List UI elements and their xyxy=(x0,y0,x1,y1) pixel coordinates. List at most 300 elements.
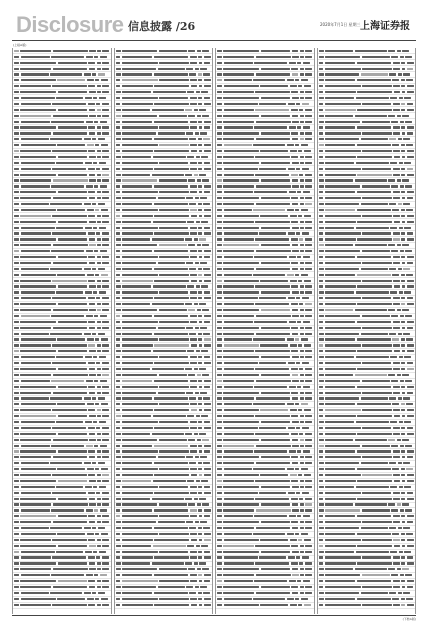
table-cell xyxy=(89,562,96,564)
table-cell xyxy=(217,415,222,417)
table-cell xyxy=(291,521,298,523)
table-cell xyxy=(96,168,100,170)
table-cell xyxy=(319,280,324,282)
table-cell xyxy=(217,215,222,217)
table-cell xyxy=(217,562,222,564)
masthead xyxy=(10,12,418,38)
table-cell xyxy=(89,392,96,394)
table-cell xyxy=(86,121,93,123)
table-cell xyxy=(319,551,324,553)
table-cell xyxy=(400,574,404,576)
table-cell xyxy=(51,250,84,252)
table-cell xyxy=(154,56,188,58)
table-cell xyxy=(300,568,304,570)
table-cell xyxy=(202,439,209,441)
table-cell xyxy=(153,221,186,223)
table-cell xyxy=(393,456,400,458)
table-cell xyxy=(116,562,121,564)
table-cell xyxy=(198,250,202,252)
table-cell xyxy=(319,574,324,576)
table-cell xyxy=(291,285,298,287)
table-cell xyxy=(392,598,399,600)
table-cell xyxy=(97,238,101,240)
table-cell xyxy=(97,197,101,199)
table-cell xyxy=(393,215,400,217)
table-cell xyxy=(20,285,56,287)
table-cell xyxy=(300,162,304,164)
table-cell xyxy=(391,185,398,187)
table-cell xyxy=(255,221,289,223)
table-cell xyxy=(154,445,188,447)
table-cell xyxy=(152,303,184,305)
table-cell xyxy=(217,79,222,81)
table-cell xyxy=(159,580,188,582)
table-cell xyxy=(325,439,353,441)
table-cell xyxy=(122,221,151,223)
table-cell xyxy=(319,521,324,523)
table-cell xyxy=(255,285,289,287)
table-cell xyxy=(88,62,95,64)
table-cell xyxy=(401,126,405,128)
table-cell xyxy=(217,109,222,111)
table-cell xyxy=(190,274,197,276)
table-cell xyxy=(100,509,107,511)
table-cell xyxy=(319,291,324,293)
table-cell xyxy=(407,450,414,452)
table-cell xyxy=(390,356,397,358)
table-cell xyxy=(204,103,211,105)
table-cell xyxy=(97,126,101,128)
table-cell xyxy=(53,586,88,588)
table-cell xyxy=(20,415,56,417)
table-cell xyxy=(20,386,56,388)
table-cell xyxy=(288,103,295,105)
table-cell xyxy=(94,574,98,576)
table-cell xyxy=(223,68,259,70)
table-cell xyxy=(202,568,209,570)
table-cell xyxy=(14,521,19,523)
table-cell xyxy=(393,297,400,299)
table-cell xyxy=(393,562,400,564)
table-cell xyxy=(97,439,101,441)
table-cell xyxy=(152,368,184,370)
table-cell xyxy=(259,297,286,299)
table-cell xyxy=(116,191,121,193)
table-cell xyxy=(88,450,95,452)
table-cell xyxy=(362,586,391,588)
table-cell xyxy=(189,397,196,399)
table-cell xyxy=(58,191,87,193)
table-cell xyxy=(407,480,414,482)
table-cell xyxy=(325,533,355,535)
table-cell xyxy=(325,468,355,470)
table-cell xyxy=(89,350,96,352)
table-cell xyxy=(198,162,202,164)
table-cell xyxy=(159,515,188,517)
table-cell xyxy=(14,462,19,464)
table-cell xyxy=(102,221,109,223)
table-cell xyxy=(402,586,406,588)
table-cell xyxy=(185,303,192,305)
table-cell xyxy=(356,291,389,293)
table-cell xyxy=(319,480,324,482)
table-cell xyxy=(102,545,109,547)
table-cell xyxy=(87,533,94,535)
table-cell xyxy=(402,415,406,417)
table-cell xyxy=(50,268,82,270)
table-cell xyxy=(393,474,400,476)
table-cell xyxy=(199,580,203,582)
table-cell xyxy=(97,545,101,547)
table-cell xyxy=(224,168,258,170)
table-cell xyxy=(89,244,96,246)
table-cell xyxy=(305,285,312,287)
table-cell xyxy=(291,221,298,223)
table-cell xyxy=(254,191,287,193)
table-cell xyxy=(362,185,390,187)
table-cell xyxy=(407,174,414,176)
table-cell xyxy=(223,185,254,187)
table-cell xyxy=(325,50,353,52)
table-cell xyxy=(57,468,85,470)
table-cell xyxy=(14,321,19,323)
table-cell xyxy=(255,480,289,482)
table-cell xyxy=(199,368,206,370)
table-cell xyxy=(86,185,93,187)
table-cell xyxy=(217,185,222,187)
table-cell xyxy=(186,521,193,523)
table-cell xyxy=(202,374,209,376)
table-cell xyxy=(21,462,49,464)
table-cell xyxy=(88,280,95,282)
table-cell xyxy=(14,297,19,299)
table-cell xyxy=(159,439,187,441)
table-cell xyxy=(97,179,101,181)
table-cell xyxy=(325,456,361,458)
table-cell xyxy=(14,551,19,553)
table-cell xyxy=(185,238,192,240)
table-cell xyxy=(392,209,399,211)
table-cell xyxy=(362,509,390,511)
table-cell xyxy=(325,132,361,134)
table-cell xyxy=(404,162,411,164)
table-cell xyxy=(122,503,157,505)
table-cell xyxy=(325,85,361,87)
table-cell xyxy=(198,598,202,600)
table-cell xyxy=(102,238,109,240)
table-cell xyxy=(393,427,400,429)
table-cell xyxy=(202,309,209,311)
table-cell xyxy=(357,468,391,470)
table-cell xyxy=(122,574,152,576)
table-cell xyxy=(97,415,101,417)
table-cell xyxy=(116,121,121,123)
table-cell xyxy=(95,144,99,146)
table-cell xyxy=(204,403,211,405)
table-cell xyxy=(319,121,324,123)
table-cell xyxy=(102,103,109,105)
table-cell xyxy=(101,468,108,470)
table-cell xyxy=(397,568,401,570)
table-cell xyxy=(95,403,99,405)
table-cell xyxy=(393,191,400,193)
table-cell xyxy=(86,56,93,58)
table-cell xyxy=(159,386,188,388)
table-cell xyxy=(361,333,388,335)
table-cell xyxy=(319,327,324,329)
table-cell xyxy=(362,539,391,541)
table-cell xyxy=(260,539,288,541)
table-cell xyxy=(355,115,387,117)
table-cell xyxy=(199,126,203,128)
table-cell xyxy=(101,274,108,276)
table-cell xyxy=(402,456,406,458)
table-cell xyxy=(325,297,361,299)
table-cell xyxy=(407,386,414,388)
table-cell xyxy=(300,156,304,158)
table-cell xyxy=(88,232,95,234)
table-cell xyxy=(14,268,19,270)
table-cell xyxy=(319,185,324,187)
table-cell xyxy=(122,474,153,476)
table-cell xyxy=(393,303,400,305)
table-cell xyxy=(223,162,259,164)
table-cell xyxy=(407,515,414,517)
table-cell xyxy=(116,433,121,435)
table-cell xyxy=(116,97,121,99)
table-cell xyxy=(204,468,211,470)
table-cell xyxy=(97,480,101,482)
table-cell xyxy=(292,250,299,252)
table-cell xyxy=(217,350,222,352)
table-cell xyxy=(195,197,199,199)
table-cell xyxy=(407,586,414,588)
table-cell xyxy=(357,415,392,417)
table-cell xyxy=(53,503,88,505)
table-cell xyxy=(97,62,101,64)
table-cell xyxy=(122,598,158,600)
table-cell xyxy=(122,56,152,58)
table-cell xyxy=(402,392,406,394)
table-cell xyxy=(391,315,398,317)
table-cell xyxy=(224,556,258,558)
table-cell xyxy=(217,297,222,299)
table-cell xyxy=(122,168,153,170)
table-cell xyxy=(303,256,310,258)
table-cell xyxy=(158,197,185,199)
table-cell xyxy=(203,592,210,594)
table-cell xyxy=(154,362,189,364)
table-cell xyxy=(14,344,19,346)
table-cell xyxy=(190,427,197,429)
table-cell xyxy=(159,374,187,376)
table-cell xyxy=(325,197,361,199)
table-cell xyxy=(116,492,121,494)
table-cell xyxy=(393,492,400,494)
table-cell xyxy=(292,56,299,58)
table-cell xyxy=(223,415,253,417)
table-cell xyxy=(14,291,19,293)
table-cell xyxy=(391,250,398,252)
table-cell xyxy=(102,586,109,588)
table-cell xyxy=(254,126,287,128)
table-cell xyxy=(14,191,19,193)
table-column-1 xyxy=(12,48,112,614)
table-cell xyxy=(289,62,296,64)
table-cell xyxy=(122,162,158,164)
table-cell xyxy=(325,580,355,582)
table-cell xyxy=(53,439,88,441)
table-cell xyxy=(325,586,361,588)
table-cell xyxy=(407,262,414,264)
table-cell xyxy=(300,415,304,417)
table-cell xyxy=(223,327,259,329)
table-cell xyxy=(84,203,91,205)
table-cell xyxy=(20,374,51,376)
table-cell xyxy=(389,397,396,399)
table-cell xyxy=(291,350,298,352)
table-cell xyxy=(362,121,390,123)
table-cell xyxy=(393,132,400,134)
table-cell xyxy=(198,56,202,58)
table-cell xyxy=(362,327,391,329)
table-cell xyxy=(300,309,304,311)
table-cell xyxy=(292,162,299,164)
table-cell xyxy=(325,592,359,594)
table-cell xyxy=(87,403,94,405)
table-cell xyxy=(302,232,309,234)
header-rule xyxy=(12,40,416,41)
table-cell xyxy=(319,227,324,229)
table-cell xyxy=(85,97,92,99)
table-cell xyxy=(319,244,324,246)
table-cell xyxy=(407,303,414,305)
table-cell xyxy=(97,604,101,606)
table-cell xyxy=(116,197,121,199)
table-cell xyxy=(190,386,197,388)
table-cell xyxy=(357,450,391,452)
table-cell xyxy=(304,150,311,152)
table-cell xyxy=(260,150,288,152)
table-cell xyxy=(14,468,19,470)
table-cell xyxy=(292,445,299,447)
table-cell xyxy=(401,409,405,411)
table-cell xyxy=(188,374,195,376)
table-cell xyxy=(14,450,19,452)
table-cell xyxy=(325,209,355,211)
table-cell xyxy=(154,185,188,187)
table-cell xyxy=(122,556,153,558)
table-cell xyxy=(14,445,19,447)
table-cell xyxy=(89,480,96,482)
table-cell xyxy=(53,244,88,246)
table-cell xyxy=(301,403,308,405)
table-cell xyxy=(21,427,51,429)
table-cell xyxy=(388,503,395,505)
table-cell xyxy=(260,280,288,282)
table-cell xyxy=(224,492,258,494)
table-cell xyxy=(319,374,324,376)
table-cell xyxy=(393,103,400,105)
table-cell xyxy=(296,362,300,364)
table-cell xyxy=(116,185,121,187)
table-cell xyxy=(325,427,361,429)
table-cell xyxy=(304,85,311,87)
table-cell xyxy=(292,374,299,376)
table-cell xyxy=(217,503,222,505)
table-cell xyxy=(388,179,395,181)
table-cell xyxy=(122,103,153,105)
table-cell xyxy=(20,309,51,311)
table-cell xyxy=(261,486,290,488)
table-cell xyxy=(224,209,252,211)
table-cell xyxy=(158,68,185,70)
table-cell xyxy=(122,209,158,211)
table-cell xyxy=(223,568,259,570)
table-cell xyxy=(89,503,96,505)
table-cell xyxy=(201,285,208,287)
table-cell xyxy=(217,238,222,240)
table-cell xyxy=(217,85,222,87)
table-cell xyxy=(223,445,254,447)
table-cell xyxy=(223,486,259,488)
table-cell xyxy=(154,215,189,217)
table-cell xyxy=(400,445,404,447)
table-cell xyxy=(199,215,203,217)
table-cell xyxy=(14,374,19,376)
table-cell xyxy=(254,321,287,323)
table-cell xyxy=(14,68,19,70)
table-cell xyxy=(256,56,291,58)
table-cell xyxy=(14,115,19,117)
table-cell xyxy=(407,132,414,134)
table-cell xyxy=(291,392,298,394)
table-cell xyxy=(97,215,101,217)
table-cell xyxy=(102,474,109,476)
table-cell xyxy=(52,362,86,364)
table-cell xyxy=(319,297,324,299)
table-cell xyxy=(190,191,197,193)
table-cell xyxy=(303,62,310,64)
table-cell xyxy=(116,415,121,417)
table-cell xyxy=(407,156,414,158)
table-cell xyxy=(204,121,211,123)
table-cell xyxy=(288,168,295,170)
table-cell xyxy=(21,97,55,99)
table-cell xyxy=(56,551,83,553)
table-cell xyxy=(325,362,361,364)
table-cell xyxy=(394,480,401,482)
table-cell xyxy=(305,50,312,52)
table-cell xyxy=(217,285,222,287)
table-cell xyxy=(302,297,309,299)
table-cell xyxy=(153,545,186,547)
table-cell xyxy=(186,197,193,199)
table-cell xyxy=(223,333,254,335)
table-cell xyxy=(58,562,87,564)
table-cell xyxy=(204,344,211,346)
table-cell xyxy=(21,527,49,529)
table-cell xyxy=(204,144,211,146)
table-cell xyxy=(388,568,395,570)
table-cell xyxy=(20,521,51,523)
table-cell xyxy=(300,185,304,187)
table-cell xyxy=(204,280,211,282)
table-cell xyxy=(186,392,193,394)
table-cell xyxy=(122,344,153,346)
table-cell xyxy=(14,303,19,305)
table-cell xyxy=(389,138,396,140)
